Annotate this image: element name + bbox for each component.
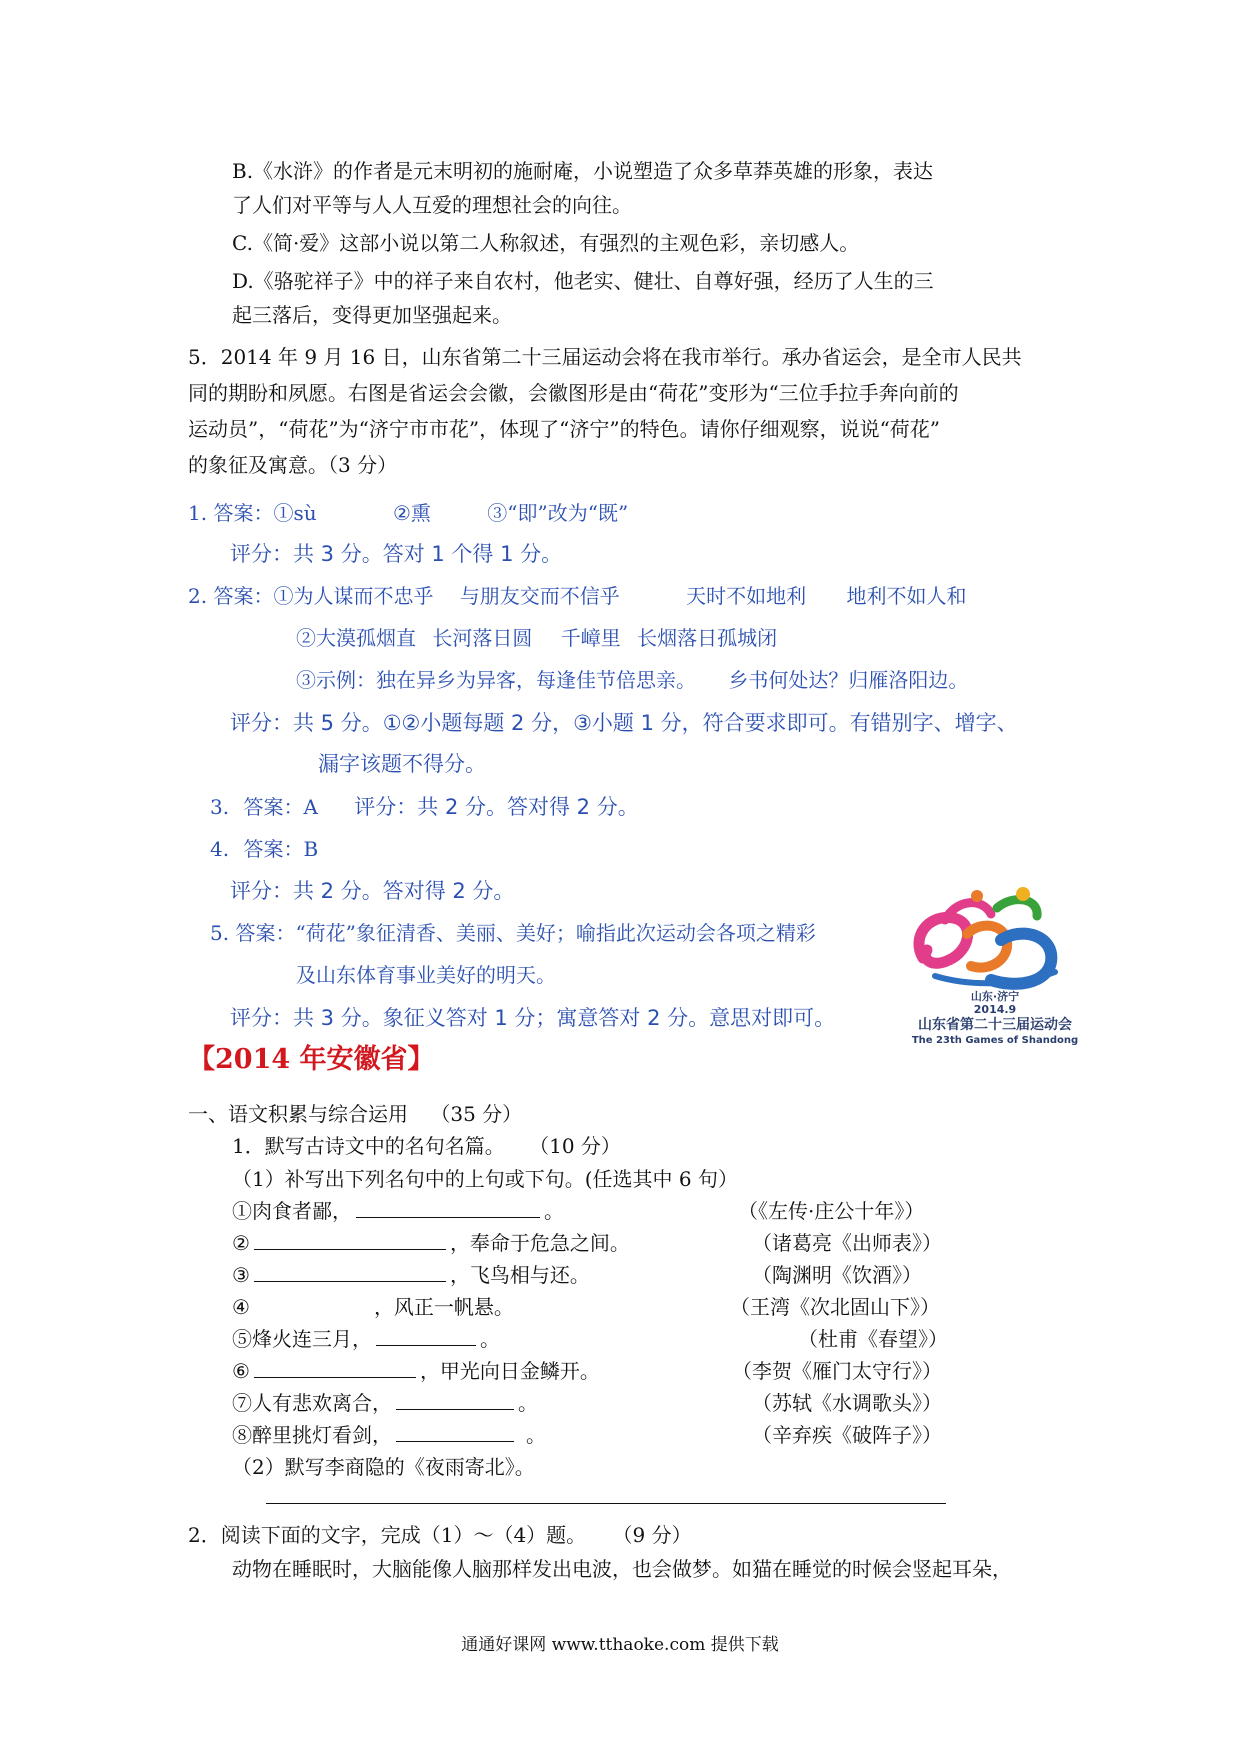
- fill-item-post: ，风正一帆悬。: [373, 1295, 514, 1319]
- fill-blank[interactable]: [376, 1344, 476, 1346]
- part1-title: [188, 1101, 522, 1127]
- answer-2-l3-p2: 乡书何处达？归雁洛阳边。: [728, 668, 969, 692]
- fill-item: [232, 1422, 546, 1448]
- q4-option-d-line2: 起三落后，变得更加坚强起来。: [232, 303, 512, 327]
- answer-3-answer: 答案：A: [243, 795, 318, 819]
- fill-item-pre: ③: [232, 1263, 250, 1287]
- answer-4-label: 4.: [210, 837, 230, 861]
- q5-line3: 运动员”，“荷花”为“济宁市市花”，体现了“济宁”的特色。请你仔细观察，说说“荷花”: [188, 417, 941, 441]
- part1-title-score: （35 分）: [430, 1102, 523, 1126]
- answer-2-l1-p2: 与朋友交而不信乎: [459, 584, 620, 608]
- answer-2-l2-p1: ②大漠孤烟直: [296, 626, 416, 650]
- fill-blank[interactable]: [254, 1376, 416, 1378]
- answer-4-score: 评分：共 2 分。答对得 2 分。: [230, 879, 515, 903]
- q5-line2: 同的期盼和夙愿。右图是省运会会徽，会徽图形是由“荷花”变形为“三位手拉手奔向前的: [188, 381, 959, 405]
- logo-name-cn: 山东省第二十三届运动会: [918, 1017, 1072, 1033]
- fill-blank[interactable]: [356, 1216, 540, 1218]
- q1-title: [232, 1133, 621, 1159]
- q2-title-score: （9 分）: [612, 1523, 692, 1547]
- answer-1-label: 1. 答案：: [188, 501, 274, 525]
- fill-blank[interactable]: [254, 1248, 446, 1250]
- fill-item-post: ，飞鸟相与还。: [449, 1263, 590, 1287]
- q1-sub1: （1）补写出下列名句中的上句或下句。(任选其中 6 句）: [232, 1167, 738, 1191]
- answer-3-score: 评分：共 2 分。答对得 2 分。: [354, 795, 639, 819]
- answer-2-label: 2. 答案：: [188, 584, 274, 608]
- logo-date: 2014.9: [973, 1003, 1017, 1016]
- logo-name-en: The 23th Games of Shandong: [911, 1035, 1079, 1046]
- games-logo: [905, 880, 1085, 1060]
- fill-blank[interactable]: [396, 1440, 514, 1442]
- fill-blank[interactable]: [254, 1312, 370, 1314]
- q4-option-b-line2: 了人们对平等与人人互爱的理想社会的向往。: [232, 193, 632, 217]
- fill-item-source: （辛弃疾《破阵子》）: [752, 1423, 942, 1447]
- games-emblem-icon: [905, 880, 1085, 990]
- answer-2-score-line1: 评分：共 5 分。①②小题每题 2 分，③小题 1 分，符合要求即可。有错别字、增字、: [230, 711, 1018, 735]
- answer-2-l1-p4: 地利不如人和: [846, 584, 967, 608]
- fill-item-source: （王湾《次北固山下》）: [730, 1295, 940, 1319]
- answer-2-l1-p1: ①为人谋而不忠乎: [273, 584, 434, 608]
- fill-item-pre: ②: [232, 1231, 250, 1255]
- fill-item-post: 。: [544, 1199, 564, 1223]
- fill-item-post: 。: [480, 1327, 500, 1351]
- fill-blank[interactable]: [396, 1408, 514, 1410]
- answer-2-line3: [296, 667, 968, 693]
- fill-item-post: ，甲光向日金鳞开。: [419, 1359, 600, 1383]
- fill-item: [232, 1390, 538, 1416]
- fill-item-pre: ⑦人有悲欢离合，: [232, 1391, 392, 1415]
- part1-title-text: 一、语文积累与综合运用: [188, 1102, 408, 1126]
- answer-line[interactable]: [266, 1503, 946, 1504]
- q1-title-score: （10 分）: [529, 1134, 621, 1158]
- fill-item-pre: ⑧醉里挑灯看剑，: [232, 1423, 392, 1447]
- q1-sub2: （2）默写李商隐的《夜雨寄北》。: [232, 1455, 535, 1479]
- answer-4-answer: 答案：B: [243, 837, 319, 861]
- fill-item-pre: ①肉食者鄙，: [232, 1199, 352, 1223]
- q4-option-c: C.《简·爱》这部小说以第二人称叙述，有强烈的主观色彩，亲切感人。: [232, 231, 860, 255]
- q5-line4: 的象征及寓意。（3 分）: [188, 453, 398, 477]
- answer-2-score-line2: 漏字该题不得分。: [318, 752, 486, 776]
- fill-item: [232, 1230, 630, 1256]
- answer-2-l2-p2: 长河落日圆: [432, 626, 533, 650]
- answer-1: [188, 500, 628, 526]
- q2-title-text: 2．阅读下面的文字，完成（1）～（4）题。: [188, 1523, 587, 1547]
- fill-item-pre: ⑤烽火连三月，: [232, 1327, 372, 1351]
- answer-5-line2: 及山东体育事业美好的明天。: [296, 963, 556, 987]
- answer-2-l3-p1: ③示例：独在异乡为异客，每逢佳节倍思亲。: [296, 668, 696, 692]
- fill-item-pre: ⑥: [232, 1359, 250, 1383]
- answer-5-score: 评分：共 3 分。象征义答对 1 分；寓意答对 2 分。意思对即可。: [230, 1006, 836, 1030]
- fill-item-source: （李贺《雁门太守行》）: [732, 1359, 942, 1383]
- answer-1-part3: ③“即”改为“既”: [487, 501, 629, 525]
- page-footer: 通通好课网 www.tthaoke.com 提供下载: [461, 1635, 779, 1655]
- answer-1-score: 评分：共 3 分。答对 1 个得 1 分。: [230, 542, 563, 566]
- fill-item: [232, 1198, 564, 1224]
- q5-line1: 5．2014 年 9 月 16 日，山东省第二十三届运动会将在我市举行。承办省运会，是全市人民共: [188, 345, 1022, 369]
- fill-item-source: （杜甫《春望》）: [798, 1327, 948, 1351]
- q4-option-d-line1: D.《骆驼祥子》中的祥子来自农村，他老实、健壮、自尊好强，经历了人生的三: [232, 269, 934, 293]
- answer-1-part1: ①sù: [273, 501, 317, 525]
- section-heading: 【2014 年安徽省】: [188, 1044, 435, 1075]
- fill-item-pre: ④: [232, 1295, 250, 1319]
- answer-2-l2-p3: 千嶂里: [560, 626, 621, 650]
- answer-2-line2: [296, 625, 777, 651]
- answer-3: [210, 794, 639, 820]
- q1-title-text: 1．默写古诗文中的名句名篇。: [232, 1134, 505, 1158]
- fill-blank[interactable]: [254, 1280, 446, 1282]
- fill-item: [232, 1358, 600, 1384]
- answer-2-line1: [188, 583, 967, 609]
- fill-item: [232, 1262, 590, 1288]
- logo-city: 山东·济宁: [970, 990, 1020, 1003]
- answer-1-part2: ②熏: [392, 501, 431, 525]
- fill-item-post: ，奉命于危急之间。: [449, 1231, 630, 1255]
- fill-item: [232, 1294, 514, 1320]
- fill-item-source: （陶渊明《饮酒》）: [752, 1263, 922, 1287]
- q2-title: [188, 1522, 692, 1548]
- fill-item-source: （苏轼《水调歌头》）: [752, 1391, 942, 1415]
- fill-item: [232, 1326, 500, 1352]
- answer-4: [210, 836, 318, 862]
- q2-passage: 动物在睡眠时，大脑能像人脑那样发出电波，也会做梦。如猫在睡觉的时候会竖起耳朵，: [232, 1557, 1012, 1581]
- fill-item-post: 。: [526, 1423, 546, 1447]
- answer-3-label: 3.: [210, 795, 230, 819]
- answer-5-line1: 5. 答案：“荷花”象征清香、美丽、美好；喻指此次运动会各项之精彩: [210, 921, 816, 945]
- answer-2-l2-p4: 长烟落日孤城闭: [637, 626, 778, 650]
- answer-2-l1-p3: 天时不如地利: [686, 584, 807, 608]
- fill-item-source: （《左传·庄公十年》）: [738, 1199, 925, 1223]
- q4-option-b-line1: B.《水浒》的作者是元末明初的施耐庵，小说塑造了众多草莽英雄的形象，表达: [232, 159, 934, 183]
- fill-item-post: 。: [518, 1391, 538, 1415]
- fill-item-source: （诸葛亮《出师表》）: [752, 1231, 942, 1255]
